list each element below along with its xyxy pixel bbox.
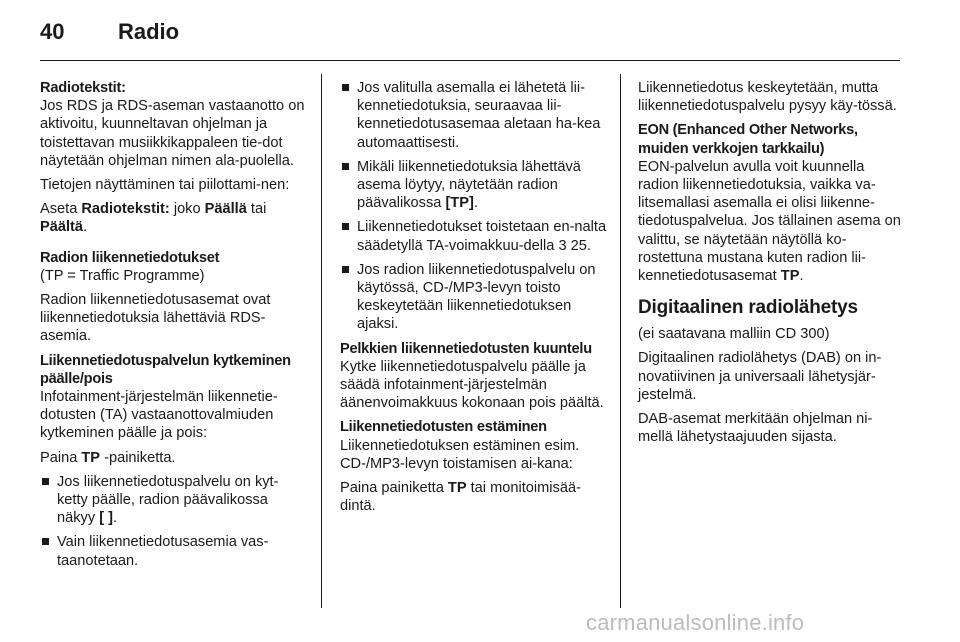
paragraph-press-tp-block <box>340 479 608 515</box>
paragraph-dab-description: Digitaalinen radiolähetys (DAB) on in-novatiivinen ja universaali lähetysjär-jestelmä. <box>638 350 882 403</box>
heading-switch-traffic-service: Liikennetiedotuspalvelun kytkeminen päälle/pois <box>40 352 291 387</box>
text: Jos liikennetiedotuspalvelu on kyt-ketty päälle, radion päävalikossa näkyy <box>57 473 279 527</box>
bullet-square-icon <box>342 266 349 273</box>
bullet-item <box>340 158 608 213</box>
bullet-item <box>40 533 308 569</box>
text: Mikäli liikennetiedotuksia lähettävä asema löytyy, näytetään radion päävalikossa <box>357 158 581 212</box>
text: joko <box>169 201 205 218</box>
bullet-square-icon <box>42 478 49 485</box>
text: . <box>112 510 118 527</box>
heading-eon: EON (Enhanced Other Networks, muiden verkkojen tarkkailu) <box>638 122 858 157</box>
heading-listen-traffic-only: Pelkkien liikennetiedotusten kuuntelu <box>340 340 592 357</box>
tp-indicator: TP <box>780 268 800 285</box>
bullet-item <box>40 473 308 528</box>
paragraph-tp-definition: (TP = Traffic Programme) <box>40 267 205 284</box>
page-title: Radio <box>118 19 180 44</box>
text: . <box>473 195 478 212</box>
column-2 <box>340 79 608 521</box>
heading-block-announcements: Liikennetiedotusten estäminen <box>340 419 547 436</box>
bullet-item <box>340 79 608 152</box>
setting-off: Päältä <box>40 219 83 236</box>
paragraph-interrupt: Liikennetiedotus keskeytetään, mutta liikennetiedotuspalvelu pysyy käy-tössä. <box>638 80 897 115</box>
watermark: carmanualsonline.info <box>586 610 805 635</box>
text: Jos radion liikennetiedotuspalvelu on käytössä, CD-/MP3-levyn toisto keskeytetään liikennetiedotuksen ajaksi. <box>357 261 596 333</box>
text: EON-palvelun avulla voit kuunnella radion liikennetiedotuksia, vaikka va-litsemallasi asemalla ei olisi liikenne-tiedotuspalvelua. Jos tällainen asema on valittu, se näytetään näytöllä ko-rostettuna mustana kuten radion lii-kennetiedotusasemat <box>638 158 901 285</box>
paragraph-eon <box>638 158 906 285</box>
paragraph-radiotext: Jos RDS ja RDS-aseman vastaanotto on aktivoitu, kuunneltavan ohjelman ja toistettavan musiikkikappaleen tie-dot näytetään ohjelman nimen ala-puolella. <box>40 98 305 169</box>
paragraph-tp-stations: Radion liikennetiedotusasemat ovat liikennetiedotuksia lähettäviä RDS-asemia. <box>40 292 271 345</box>
text: Paina painiketta <box>340 480 448 497</box>
tp-indicator-symbol: [ ] <box>99 510 113 527</box>
bullet-item <box>340 218 608 254</box>
bullet-square-icon <box>342 163 349 170</box>
paragraph-block-announcements: Liikennetiedotuksen estäminen esim. CD-/MP3-levyn toistamisen ai-kana: <box>340 437 580 472</box>
bullet-square-icon <box>342 223 349 230</box>
setting-on: Päällä <box>204 201 247 218</box>
heading-digital-radio: Digitaalinen radiolähetys <box>638 297 858 319</box>
text: Vain liikennetiedotusasemia vas-taanotetaan. <box>57 534 269 569</box>
text: Liikennetiedotukset toistetaan en-nalta säädetyllä TA-voimakkuu-della <box>357 219 607 254</box>
text: Jos valitulla asemalla ei lähetetä lii-kennetiedotuksia, seuraavaa lii-kennetiedotusasemaa aletaan ha-kea automaattisesti. <box>357 80 601 151</box>
tp-button-label: TP <box>81 449 101 466</box>
header-rule <box>40 60 900 61</box>
column-3 <box>638 79 906 452</box>
page-reference[interactable]: 3 25. <box>558 237 591 254</box>
paragraph-listen-traffic-only: Kytke liikennetiedotuspalvelu päälle ja säädä infotainment-järjestelmän äänenvoimakkuus kokonaan pois päältä. <box>340 358 604 412</box>
text: -painiketta. <box>100 449 176 466</box>
paragraph-dab-availability: (ei saatavana malliin CD 300) <box>638 326 830 343</box>
bullet-item <box>340 261 608 334</box>
paragraph-show-hide: Tietojen näyttäminen tai piilottami-nen: <box>40 177 290 194</box>
column-divider-2 <box>620 74 621 608</box>
tp-button-label: TP <box>447 480 467 497</box>
bullet-square-icon <box>342 84 349 91</box>
text: Aseta <box>40 201 82 218</box>
heading-traffic-announcements: Radion liikennetiedotukset <box>40 249 220 266</box>
page-header <box>0 0 960 62</box>
text: . <box>799 268 804 285</box>
heading-radiotext: Radiotekstit: <box>40 80 126 96</box>
paragraph-switch-traffic-service: Infotainment-järjestelmän liikennetie-dotusten (TA) vastaanottovalmiuden kytkeminen päälle ja pois: <box>40 389 278 442</box>
paragraph-dab-stations: DAB-asemat merkitään ohjelman ni-mellä lähetystaajuuden sijasta. <box>638 411 873 446</box>
text: tai <box>246 201 267 218</box>
text: Paina <box>40 449 82 466</box>
paragraph-press-tp <box>40 449 308 467</box>
tp-indicator: [TP] <box>445 195 474 212</box>
bullet-square-icon <box>42 538 49 545</box>
page-number: 40 <box>40 19 65 44</box>
column-divider-1 <box>321 74 322 608</box>
text: tai monitoimisää-dintä. <box>340 480 581 515</box>
text: . <box>83 219 88 236</box>
paragraph-set-radiotext <box>40 200 308 236</box>
column-1 <box>40 79 308 576</box>
setting-radiotext: Radiotekstit: <box>81 201 170 218</box>
